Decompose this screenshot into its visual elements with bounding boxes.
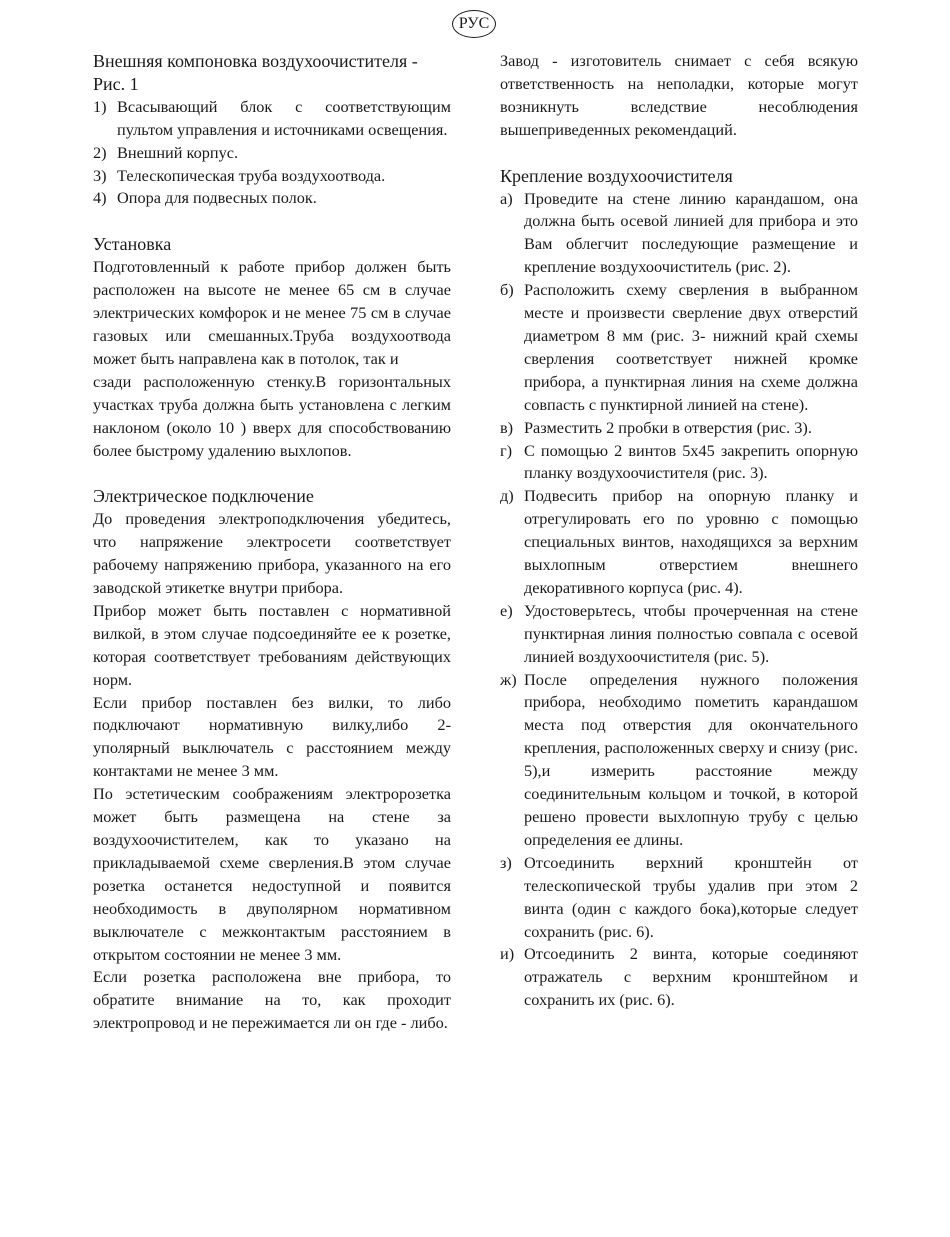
list-item: 4) Опора для подвесных полок.	[93, 188, 317, 208]
list-item: ж) После определения нужного положения прибора, необходимо пометить карандашом места под отверстия для окончательного крепления, расположенных сверху и снизу (рис. 5),и измерить расстояние между соединительным кольцом и точкой, в которой решено провести выхлопную трубу с целью определения ее длины.	[500, 669, 858, 849]
disclaimer-paragraph: Завод - изготовитель снимает с себя всякую ответственность на неполадки, которые могут возникнуть вследствие несоблюдения вышеприведенных рекомендаций.	[500, 51, 858, 139]
list-item: е) Удостоверьтесь, чтобы прочерченная на стене пунктирная линия полностью совпала с осевой линией воздухоочистителя (рис. 5).	[500, 600, 858, 666]
list-item: а) Проведите на стене линию карандашом, она должна быть осевой линией для прибора и это Вам облегчит последующие размещение и крепление воздухоочиститель (рис. 2).	[500, 188, 858, 277]
section-title-installation: Установка	[93, 234, 172, 255]
paragraph: Если прибор поставлен без вилки, то либо подключают нормативную вилку,либо 2-уполярный выключатель с расстоянием между контактами не менее 3 мм.	[93, 692, 451, 781]
paragraph: По эстетическим соображениям электророзетка может быть размещена на стене за воздухоочистителем, как то указано на прикладываемой схеме сверления.В этом случае розетка останется недоступной и появится необходимость в двуполярном нормативном выключателе с межконтактым расстоянием в открытом состоянии не менее 3 мм.	[93, 784, 451, 964]
list-item: д) Подвесить прибор на опорную планку и отрегулировать его по уровню с помощью специальных винтов, находящихся за верхним выхлопным отверстием внешнего декоративного корпуса (рис. 4).	[500, 486, 858, 597]
list-item: б) Расположить схему сверления в выбранном месте и произвести сверление двух отверстий диаметром 8 мм (рис. 3- нижний край схемы сверления соответствует нижней кромке прибора, а пунктирная линия на схеме должна совпасть с пунктирной линией на стене).	[500, 280, 858, 414]
section-title-layout: Внешняя компоновка воздухоочистителя - Рис. 1	[93, 51, 418, 94]
paragraph: Если розетка расположена вне прибора, то обратите внимание на то, как проходит электропровод и не пережимается ли он где - либо.	[93, 967, 451, 1033]
section-title-electrical: Электрическое подключение	[93, 486, 314, 507]
paragraph: Подготовленный к работе прибор должен быть расположен на высоте не менее 65 см в случае электрических комфорок и не менее 75 см в случае газовых или смешанных.Труба воздухоотвода может быть направлена как в потолок, так и	[93, 257, 451, 368]
layout-parts-list	[93, 96, 451, 211]
list-item: в) Разместить 2 пробки в отверстия (рис. 3).	[500, 417, 812, 437]
mounting-steps-list	[500, 188, 858, 1013]
list-item: з) Отсоединить верхний кронштейн от телескопической трубы удалив при этом 2 винта (один с каждого бока),которые следует сохранить (рис. 6).	[500, 852, 858, 941]
paragraph: До проведения электроподключения убедитесь, что напряжение электросети соответствует рабочему напряжению прибора, указанного на его заводской этикетке внутри прибора.	[93, 509, 451, 598]
list-item: 2) Внешний корпус.	[93, 142, 239, 162]
section-title-mounting: Крепление воздухоочистителя	[500, 165, 733, 186]
paragraph: Прибор может быть поставлен с нормативной вилкой, в этом случае подсоединяйте ее к розетке, которая соответствует требованиям действующих норм.	[93, 600, 451, 689]
language-badge: РУС	[452, 10, 496, 38]
left-column	[93, 50, 451, 1035]
right-column	[500, 50, 858, 1012]
paragraph: сзади расположенную стенку.В горизонтальных участках труба должна быть установлена с легким наклоном (около 10 ) вверх для способствованию более быстрому удалению выхлопов.	[93, 371, 451, 460]
list-item: и) Отсоединить 2 винта, которые соединяют отражатель с верхним кронштейном и сохранить их (рис. 6).	[500, 944, 858, 1010]
list-item: г) С помощью 2 винтов 5х45 закрепить опорную планку воздухоочистителя (рис. 3).	[500, 440, 858, 483]
list-item: 1) Всасывающий блок с соответствующим пультом управления и источниками освещения.	[93, 96, 451, 139]
list-item: 3) Телескопическая труба воздухоотвода.	[93, 165, 386, 185]
